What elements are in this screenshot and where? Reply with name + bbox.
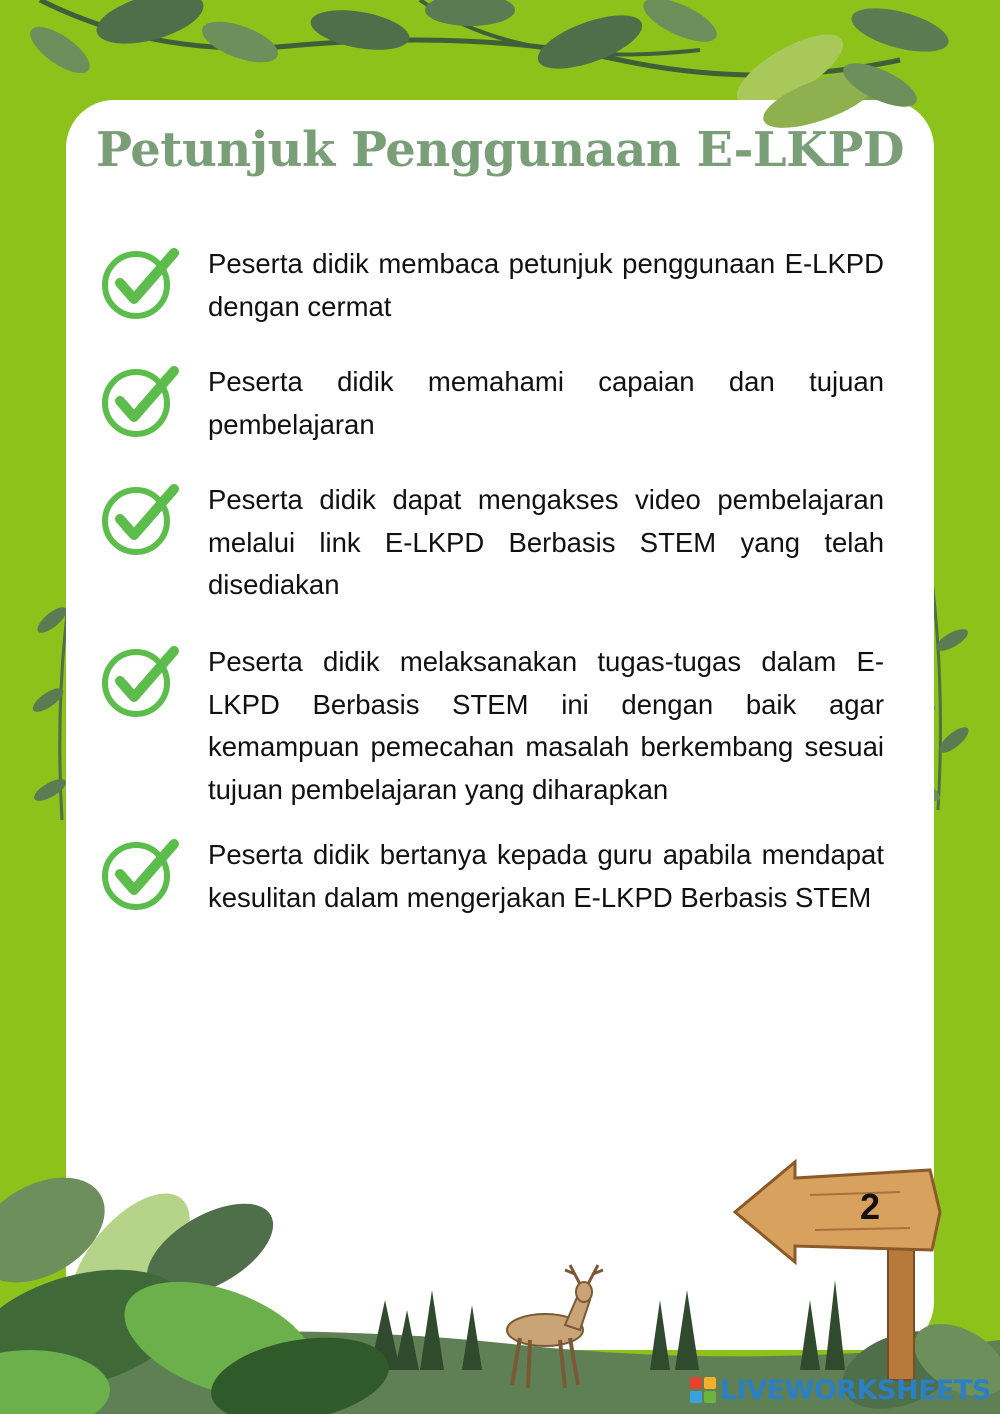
bottom-left-foliage [0, 1156, 396, 1414]
instruction-text: Peserta didik membaca petunjuk penggunaan E-LKPD dengan cermat [208, 248, 884, 322]
watermark-text: LIVEWORKSHEETS [720, 1374, 991, 1406]
instruction-text: Peserta didik dapat mengakses video pembelajaran melalui link E-LKPD Berbasis STEM yang telah disediakan [208, 484, 884, 600]
page-number: 2 [859, 1186, 881, 1227]
instruction-text: Peserta didik bertanya kepada guru apabila mendapat kesulitan dalam mengerjakan E-LKPD Berbasis STEM [208, 839, 884, 913]
page-title: Petunjuk Penggunaan E-LKPD [95, 122, 905, 178]
instruction-text: Peserta didik memahami capaian dan tujuan pembelajaran [208, 366, 884, 440]
liveworksheets-watermark [690, 1372, 991, 1408]
liveworksheets-logo-icon [690, 1377, 716, 1403]
instruction-text: Peserta didik melaksanakan tugas-tugas dalam E-LKPD Berbasis STEM ini dengan baik agar kemampuan pemecahan masalah berkembang sesuai tujuan pembelajaran yang diharapkan [208, 646, 884, 805]
